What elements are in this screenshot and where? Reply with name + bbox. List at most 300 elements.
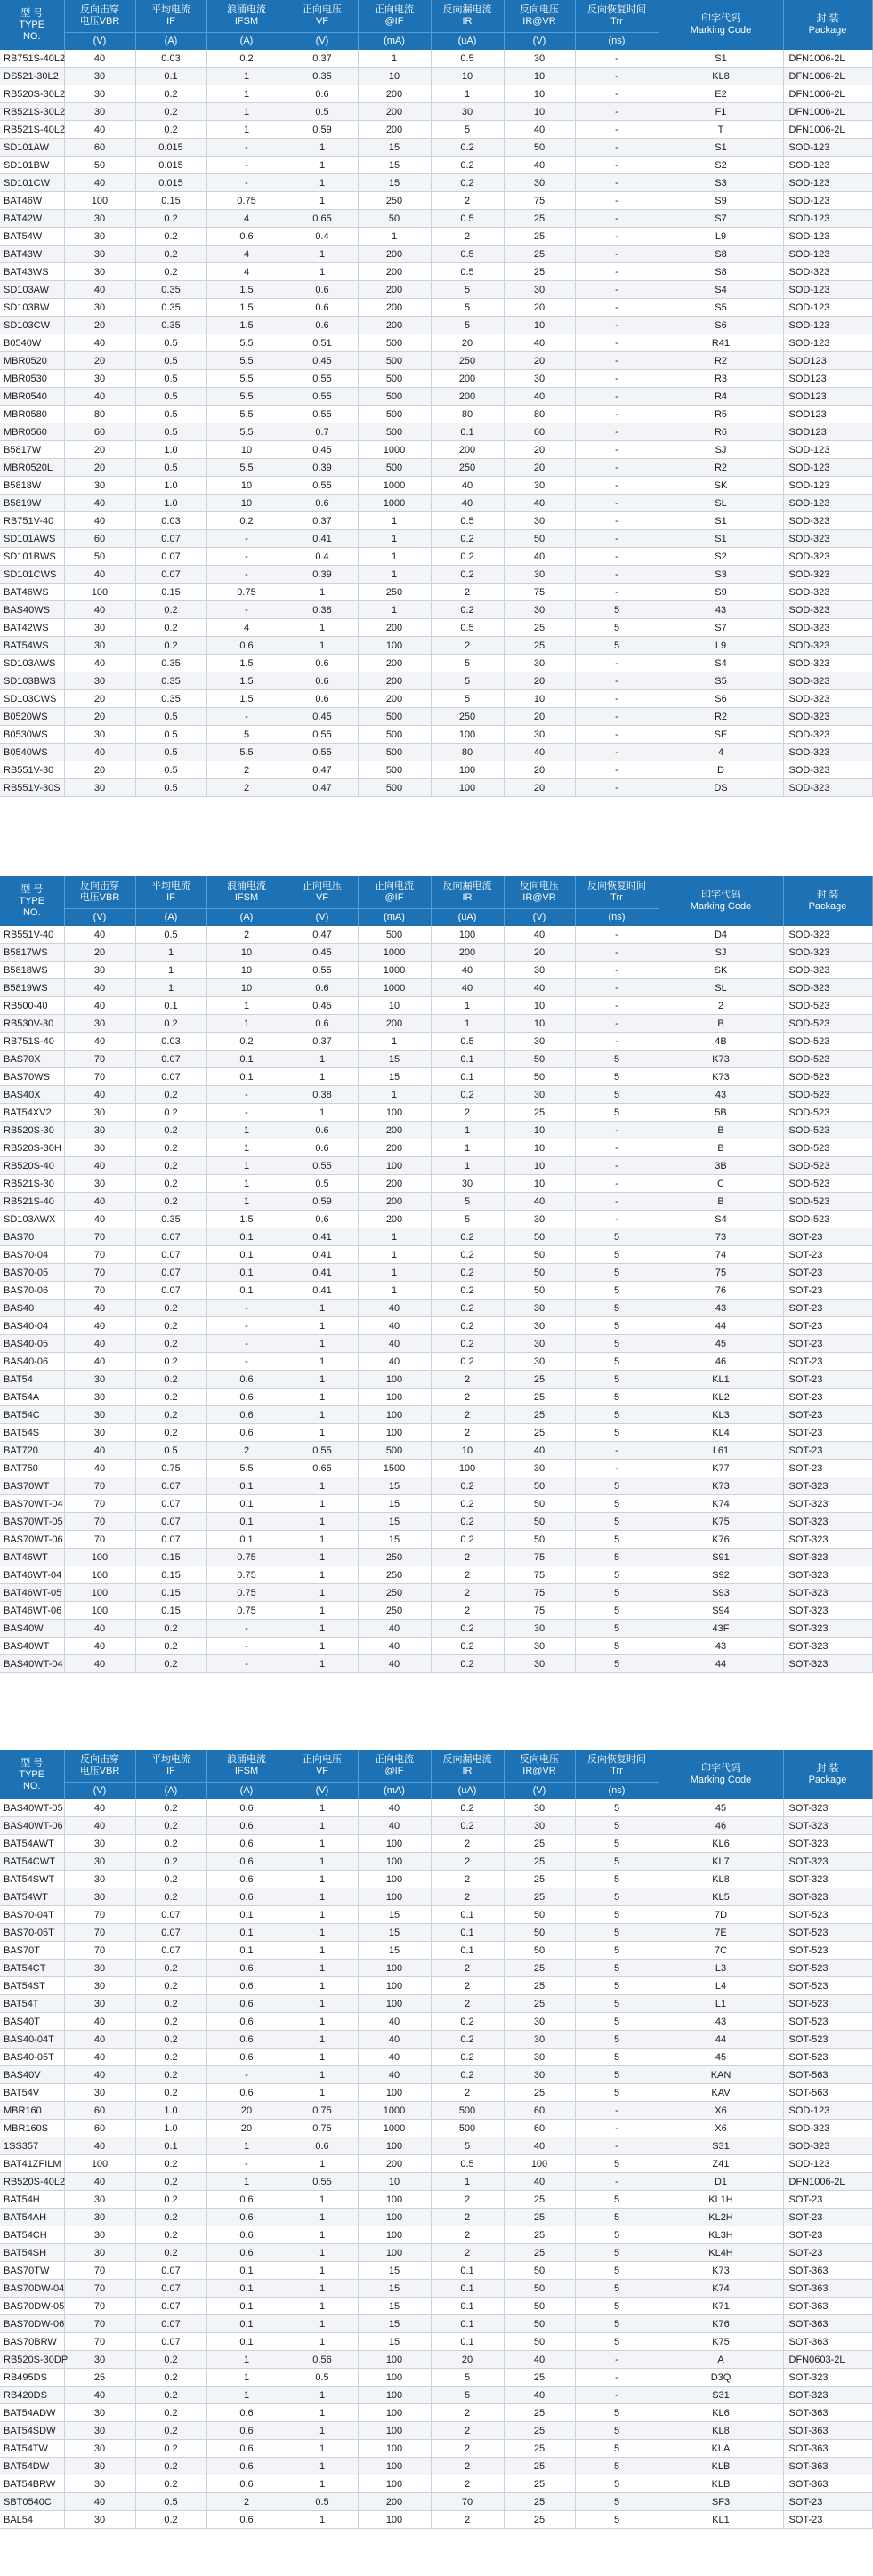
cell-reverse-leakage-ir: 5 xyxy=(431,655,504,672)
cell-package: SOD-123 xyxy=(783,317,872,334)
cell-type-no: RB521S-30 xyxy=(0,1175,64,1193)
cell-forward-voltage-vf: 0.7 xyxy=(287,423,358,441)
cell-type-no: BAS40WT-06 xyxy=(0,1817,64,1835)
cell-breakdown-voltage-vbr: 70 xyxy=(64,1282,135,1300)
header-text: 反向电压 xyxy=(520,4,559,15)
cell-reverse-voltage-vr: 40 xyxy=(504,979,575,997)
cell-forward-voltage-vf: 0.39 xyxy=(287,459,358,477)
cell-forward-voltage-vf: 0.5 xyxy=(287,1175,358,1193)
header-marking-code xyxy=(659,876,783,926)
cell-reverse-voltage-vr: 25 xyxy=(504,1871,575,1888)
cell-surge-current-ifsm: - xyxy=(206,1086,287,1104)
table-row xyxy=(0,1799,872,1817)
cell-forward-voltage-vf: 1 xyxy=(287,637,358,655)
cell-average-current-if: 0.5 xyxy=(135,926,206,944)
cell-average-current-if: 0.2 xyxy=(135,1406,206,1424)
table-row xyxy=(0,1193,872,1211)
cell-surge-current-ifsm: 2 xyxy=(206,2493,287,2511)
table-row xyxy=(0,1620,872,1638)
cell-reverse-recovery-trr: 5 xyxy=(575,637,659,655)
cell-surge-current-ifsm: - xyxy=(206,1620,287,1638)
cell-average-current-if: 0.07 xyxy=(135,548,206,566)
cell-reverse-recovery-trr: 5 xyxy=(575,2333,659,2351)
cell-marking-code: KLB xyxy=(659,2458,783,2475)
cell-breakdown-voltage-vbr: 40 xyxy=(64,1193,135,1211)
cell-marking-code: KL3 xyxy=(659,1406,783,1424)
cell-average-current-if: 1 xyxy=(135,944,206,962)
cell-package: SOT-323 xyxy=(783,1853,872,1871)
cell-surge-current-ifsm: 2 xyxy=(206,1442,287,1460)
cell-forward-current-if: 200 xyxy=(358,121,431,139)
header-surge-current-ifsm xyxy=(206,1750,287,1783)
cell-type-no: RB520S-40 xyxy=(0,1157,64,1175)
cell-breakdown-voltage-vbr: 30 xyxy=(64,477,135,495)
cell-reverse-recovery-trr: - xyxy=(575,997,659,1015)
cell-package: SOT-323 xyxy=(783,1638,872,1655)
cell-type-no: BAL54 xyxy=(0,2511,64,2529)
cell-type-no: SD103AW xyxy=(0,281,64,299)
cell-forward-current-if: 1500 xyxy=(358,1460,431,1477)
cell-reverse-voltage-vr: 25 xyxy=(504,2369,575,2387)
cell-reverse-voltage-vr: 40 xyxy=(504,548,575,566)
cell-surge-current-ifsm: 1.5 xyxy=(206,1211,287,1228)
table-row xyxy=(0,1175,872,1193)
cell-marking-code: S94 xyxy=(659,1602,783,1620)
cell-surge-current-ifsm: 5.5 xyxy=(206,352,287,370)
cell-reverse-voltage-vr: 30 xyxy=(504,50,575,68)
cell-type-no: BAT46W xyxy=(0,192,64,210)
cell-reverse-recovery-trr: - xyxy=(575,157,659,174)
cell-forward-voltage-vf: 0.6 xyxy=(287,655,358,672)
header-forward-current-if xyxy=(358,0,431,33)
cell-reverse-leakage-ir: 500 xyxy=(431,2120,504,2137)
cell-package: SOT-23 xyxy=(783,1353,872,1371)
header-reverse-recovery-trr xyxy=(575,876,659,909)
cell-type-no: RB751S-40 xyxy=(0,1033,64,1051)
table-row xyxy=(0,2209,872,2226)
cell-marking-code: X6 xyxy=(659,2120,783,2137)
unit-surge-current-ifsm: (A) xyxy=(206,909,287,927)
table-row xyxy=(0,1960,872,1977)
table-row xyxy=(0,1566,872,1584)
cell-package: SOD-123 xyxy=(783,192,872,210)
cell-type-no: RB521S-30L2 xyxy=(0,103,64,121)
cell-type-no: BAS40-06 xyxy=(0,1353,64,1371)
cell-marking-code: KL3H xyxy=(659,2226,783,2244)
cell-reverse-leakage-ir: 0.2 xyxy=(431,1620,504,1638)
cell-forward-voltage-vf: 1 xyxy=(287,2191,358,2209)
cell-reverse-voltage-vr: 30 xyxy=(504,1033,575,1051)
cell-surge-current-ifsm: 1.5 xyxy=(206,317,287,334)
cell-reverse-leakage-ir: 500 xyxy=(431,2102,504,2120)
cell-breakdown-voltage-vbr: 30 xyxy=(64,1977,135,1995)
cell-reverse-leakage-ir: 0.2 xyxy=(431,1264,504,1282)
cell-marking-code: SE xyxy=(659,726,783,744)
cell-forward-voltage-vf: 0.55 xyxy=(287,406,358,423)
cell-reverse-voltage-vr: 40 xyxy=(504,744,575,761)
cell-forward-current-if: 200 xyxy=(358,655,431,672)
cell-forward-current-if: 200 xyxy=(358,2155,431,2173)
cell-reverse-voltage-vr: 30 xyxy=(504,2066,575,2084)
table-row xyxy=(0,1995,872,2013)
cell-forward-current-if: 100 xyxy=(358,1960,431,1977)
cell-breakdown-voltage-vbr: 40 xyxy=(64,1335,135,1353)
cell-marking-code: KL1 xyxy=(659,2511,783,2529)
cell-package: SOD-123 xyxy=(783,157,872,174)
cell-reverse-leakage-ir: 200 xyxy=(431,944,504,962)
cell-package: SOT-323 xyxy=(783,1799,872,1817)
cell-type-no: BAS40-04T xyxy=(0,2031,64,2049)
cell-breakdown-voltage-vbr: 40 xyxy=(64,1442,135,1460)
cell-package: SOD-523 xyxy=(783,1104,872,1122)
table-row xyxy=(0,1317,872,1335)
header-text: 型 号 xyxy=(20,1757,44,1768)
cell-surge-current-ifsm: 0.6 xyxy=(206,2226,287,2244)
table-row xyxy=(0,459,872,477)
table-row xyxy=(0,1477,872,1495)
cell-breakdown-voltage-vbr: 40 xyxy=(64,1317,135,1335)
cell-type-no: B0530WS xyxy=(0,726,64,744)
cell-reverse-recovery-trr: - xyxy=(575,761,659,779)
cell-reverse-recovery-trr: 5 xyxy=(575,2475,659,2493)
cell-type-no: RB420DS xyxy=(0,2387,64,2404)
cell-forward-current-if: 500 xyxy=(358,423,431,441)
cell-surge-current-ifsm: 0.2 xyxy=(206,50,287,68)
cell-surge-current-ifsm: 0.1 xyxy=(206,1051,287,1068)
table-row xyxy=(0,2137,872,2155)
cell-breakdown-voltage-vbr: 30 xyxy=(64,2244,135,2262)
cell-reverse-voltage-vr: 25 xyxy=(504,2226,575,2244)
cell-type-no: BAS40WS xyxy=(0,601,64,619)
cell-surge-current-ifsm: 1 xyxy=(206,103,287,121)
cell-marking-code: 45 xyxy=(659,1799,783,1817)
cell-reverse-leakage-ir: 2 xyxy=(431,637,504,655)
cell-reverse-recovery-trr: - xyxy=(575,495,659,512)
cell-forward-voltage-vf: 0.75 xyxy=(287,2120,358,2137)
cell-package: SOD-123 xyxy=(783,299,872,317)
cell-forward-voltage-vf: 0.6 xyxy=(287,690,358,708)
cell-forward-voltage-vf: 0.41 xyxy=(287,1264,358,1282)
cell-forward-voltage-vf: 0.47 xyxy=(287,761,358,779)
cell-surge-current-ifsm: 2 xyxy=(206,926,287,944)
cell-breakdown-voltage-vbr: 40 xyxy=(64,1353,135,1371)
cell-package: SOD-523 xyxy=(783,1175,872,1193)
cell-forward-current-if: 250 xyxy=(358,1549,431,1566)
cell-reverse-voltage-vr: 50 xyxy=(504,2298,575,2315)
cell-marking-code: S93 xyxy=(659,1584,783,1602)
cell-surge-current-ifsm: 0.6 xyxy=(206,1977,287,1995)
cell-reverse-recovery-trr: - xyxy=(575,192,659,210)
cell-forward-voltage-vf: 1 xyxy=(287,2262,358,2280)
cell-reverse-recovery-trr: 5 xyxy=(575,1620,659,1638)
cell-marking-code: 76 xyxy=(659,1282,783,1300)
cell-surge-current-ifsm: 5.5 xyxy=(206,1460,287,1477)
table-row xyxy=(0,1584,872,1602)
cell-package: DFN1006-2L xyxy=(783,68,872,85)
cell-average-current-if: 0.07 xyxy=(135,1228,206,1246)
cell-package: SOD-523 xyxy=(783,1139,872,1157)
cell-marking-code: K73 xyxy=(659,2262,783,2280)
cell-forward-current-if: 1000 xyxy=(358,2120,431,2137)
header-forward-voltage-vf xyxy=(287,876,358,909)
cell-marking-code: 45 xyxy=(659,2049,783,2066)
cell-surge-current-ifsm: 0.6 xyxy=(206,2511,287,2529)
cell-type-no: RB520S-30 xyxy=(0,1122,64,1139)
cell-type-no: SD103CW xyxy=(0,317,64,334)
cell-average-current-if: 0.2 xyxy=(135,1371,206,1389)
cell-reverse-voltage-vr: 25 xyxy=(504,2209,575,2226)
cell-average-current-if: 0.015 xyxy=(135,139,206,157)
cell-marking-code: KLA xyxy=(659,2440,783,2458)
cell-reverse-recovery-trr: 5 xyxy=(575,1282,659,1300)
cell-reverse-recovery-trr: 5 xyxy=(575,619,659,637)
cell-surge-current-ifsm: 0.75 xyxy=(206,1549,287,1566)
header-text: 反向漏电流 xyxy=(442,1754,492,1765)
cell-forward-current-if: 1 xyxy=(358,228,431,246)
cell-marking-code: S8 xyxy=(659,246,783,263)
cell-marking-code: S92 xyxy=(659,1566,783,1584)
cell-forward-current-if: 1 xyxy=(358,530,431,548)
cell-forward-current-if: 500 xyxy=(358,926,431,944)
cell-forward-current-if: 1 xyxy=(358,50,431,68)
cell-breakdown-voltage-vbr: 30 xyxy=(64,672,135,690)
cell-breakdown-voltage-vbr: 100 xyxy=(64,1602,135,1620)
cell-reverse-voltage-vr: 50 xyxy=(504,1051,575,1068)
cell-package: SOT-23 xyxy=(783,2511,872,2529)
header-package xyxy=(783,876,872,926)
cell-breakdown-voltage-vbr: 100 xyxy=(64,1584,135,1602)
cell-package: SOT-363 xyxy=(783,2298,872,2315)
cell-reverse-recovery-trr: 5 xyxy=(575,1477,659,1495)
cell-type-no: SD101BWS xyxy=(0,548,64,566)
table-row xyxy=(0,1246,872,1264)
cell-type-no: MBR0520 xyxy=(0,352,64,370)
cell-reverse-voltage-vr: 50 xyxy=(504,1264,575,1282)
cell-average-current-if: 0.07 xyxy=(135,530,206,548)
cell-package: SOD-323 xyxy=(783,2137,872,2155)
cell-type-no: B5818W xyxy=(0,477,64,495)
cell-reverse-leakage-ir: 5 xyxy=(431,299,504,317)
cell-reverse-voltage-vr: 75 xyxy=(504,1584,575,1602)
cell-surge-current-ifsm: - xyxy=(206,1300,287,1317)
cell-forward-current-if: 100 xyxy=(358,2351,431,2369)
cell-reverse-leakage-ir: 0.2 xyxy=(431,1477,504,1495)
cell-breakdown-voltage-vbr: 30 xyxy=(64,2226,135,2244)
header-text: NO. xyxy=(22,1780,41,1791)
cell-package: SOD-523 xyxy=(783,1122,872,1139)
cell-forward-current-if: 15 xyxy=(358,2333,431,2351)
cell-forward-voltage-vf: 0.37 xyxy=(287,50,358,68)
cell-forward-current-if: 250 xyxy=(358,192,431,210)
cell-average-current-if: 0.2 xyxy=(135,1835,206,1853)
cell-reverse-leakage-ir: 10 xyxy=(431,68,504,85)
cell-reverse-voltage-vr: 50 xyxy=(504,2315,575,2333)
cell-marking-code: K73 xyxy=(659,1068,783,1086)
cell-reverse-voltage-vr: 30 xyxy=(504,281,575,299)
cell-reverse-leakage-ir: 2 xyxy=(431,1602,504,1620)
cell-forward-current-if: 40 xyxy=(358,2013,431,2031)
cell-forward-current-if: 1 xyxy=(358,1246,431,1264)
cell-reverse-recovery-trr: 5 xyxy=(575,1549,659,1566)
cell-package: SOD-523 xyxy=(783,1211,872,1228)
cell-marking-code: S8 xyxy=(659,263,783,281)
cell-breakdown-voltage-vbr: 40 xyxy=(64,2137,135,2155)
cell-forward-current-if: 500 xyxy=(358,334,431,352)
cell-type-no: RB751V-40 xyxy=(0,512,64,530)
cell-reverse-recovery-trr: - xyxy=(575,566,659,584)
cell-forward-voltage-vf: 0.55 xyxy=(287,388,358,406)
cell-forward-current-if: 200 xyxy=(358,1122,431,1139)
cell-breakdown-voltage-vbr: 70 xyxy=(64,2315,135,2333)
cell-breakdown-voltage-vbr: 30 xyxy=(64,1960,135,1977)
table-row xyxy=(0,1888,872,1906)
cell-reverse-voltage-vr: 25 xyxy=(504,1977,575,1995)
cell-surge-current-ifsm: 1 xyxy=(206,1193,287,1211)
cell-surge-current-ifsm: 0.6 xyxy=(206,1960,287,1977)
cell-breakdown-voltage-vbr: 40 xyxy=(64,655,135,672)
cell-reverse-recovery-trr: 5 xyxy=(575,1906,659,1924)
cell-marking-code: D1 xyxy=(659,2173,783,2191)
header-text: 印字代码 xyxy=(701,1763,740,1774)
cell-reverse-voltage-vr: 25 xyxy=(504,2475,575,2493)
cell-reverse-leakage-ir: 40 xyxy=(431,495,504,512)
cell-reverse-leakage-ir: 2 xyxy=(431,1424,504,1442)
cell-surge-current-ifsm: 0.1 xyxy=(206,2333,287,2351)
cell-reverse-leakage-ir: 0.5 xyxy=(431,619,504,637)
cell-type-no: SD101CW xyxy=(0,174,64,192)
cell-marking-code: SL xyxy=(659,979,783,997)
cell-average-current-if: 0.35 xyxy=(135,299,206,317)
table-row xyxy=(0,299,872,317)
cell-reverse-voltage-vr: 25 xyxy=(504,228,575,246)
cell-reverse-leakage-ir: 0.2 xyxy=(431,1246,504,1264)
cell-breakdown-voltage-vbr: 80 xyxy=(64,406,135,423)
cell-reverse-recovery-trr: - xyxy=(575,299,659,317)
cell-forward-current-if: 1000 xyxy=(358,495,431,512)
cell-average-current-if: 0.2 xyxy=(135,2209,206,2226)
header-text: Package xyxy=(808,1775,847,1785)
cell-type-no: BAT750 xyxy=(0,1460,64,1477)
cell-forward-current-if: 200 xyxy=(358,246,431,263)
cell-forward-current-if: 200 xyxy=(358,619,431,637)
cell-type-no: BAT54WT xyxy=(0,1888,64,1906)
cell-marking-code: 43 xyxy=(659,2013,783,2031)
cell-forward-current-if: 40 xyxy=(358,1335,431,1353)
cell-marking-code: S1 xyxy=(659,512,783,530)
cell-reverse-voltage-vr: 10 xyxy=(504,68,575,85)
cell-surge-current-ifsm: 4 xyxy=(206,619,287,637)
cell-forward-current-if: 15 xyxy=(358,2280,431,2298)
cell-reverse-recovery-trr: 5 xyxy=(575,1228,659,1246)
cell-package: SOT-323 xyxy=(783,1620,872,1638)
cell-forward-voltage-vf: 0.4 xyxy=(287,548,358,566)
header-text: 电压VBR xyxy=(79,892,120,903)
cell-marking-code: 7D xyxy=(659,1906,783,1924)
cell-reverse-leakage-ir: 0.5 xyxy=(431,50,504,68)
table-row xyxy=(0,637,872,655)
cell-type-no: BAS70-05T xyxy=(0,1924,64,1942)
cell-forward-current-if: 100 xyxy=(358,637,431,655)
cell-forward-voltage-vf: 1 xyxy=(287,2280,358,2298)
cell-reverse-voltage-vr: 40 xyxy=(504,1193,575,1211)
cell-reverse-leakage-ir: 40 xyxy=(431,477,504,495)
cell-breakdown-voltage-vbr: 60 xyxy=(64,139,135,157)
cell-average-current-if: 0.2 xyxy=(135,2244,206,2262)
cell-average-current-if: 0.07 xyxy=(135,2333,206,2351)
cell-reverse-recovery-trr: - xyxy=(575,370,659,388)
cell-reverse-recovery-trr: 5 xyxy=(575,1799,659,1817)
cell-average-current-if: 0.2 xyxy=(135,1389,206,1406)
cell-package: SOT-23 xyxy=(783,1424,872,1442)
cell-forward-current-if: 200 xyxy=(358,317,431,334)
cell-reverse-leakage-ir: 0.2 xyxy=(431,1513,504,1531)
cell-package: SOT-23 xyxy=(783,1406,872,1424)
cell-average-current-if: 0.1 xyxy=(135,68,206,85)
cell-forward-voltage-vf: 0.38 xyxy=(287,601,358,619)
cell-reverse-voltage-vr: 25 xyxy=(504,1995,575,2013)
cell-average-current-if: 0.07 xyxy=(135,1068,206,1086)
cell-reverse-voltage-vr: 30 xyxy=(504,1460,575,1477)
cell-breakdown-voltage-vbr: 60 xyxy=(64,423,135,441)
cell-reverse-leakage-ir: 0.2 xyxy=(431,601,504,619)
cell-forward-voltage-vf: 1 xyxy=(287,2031,358,2049)
cell-reverse-voltage-vr: 25 xyxy=(504,2511,575,2529)
cell-reverse-recovery-trr: - xyxy=(575,530,659,548)
cell-package: SOT-323 xyxy=(783,1566,872,1584)
header-text: @IF xyxy=(384,16,404,27)
cell-forward-current-if: 15 xyxy=(358,174,431,192)
cell-surge-current-ifsm: 0.6 xyxy=(206,1389,287,1406)
cell-surge-current-ifsm: 5.5 xyxy=(206,406,287,423)
cell-reverse-recovery-trr: - xyxy=(575,68,659,85)
cell-package: SOT-363 xyxy=(783,2475,872,2493)
cell-surge-current-ifsm: - xyxy=(206,530,287,548)
cell-reverse-voltage-vr: 40 xyxy=(504,388,575,406)
cell-type-no: B5817WS xyxy=(0,944,64,962)
cell-reverse-leakage-ir: 2 xyxy=(431,1584,504,1602)
cell-average-current-if: 0.5 xyxy=(135,352,206,370)
cell-package: SOT-363 xyxy=(783,2315,872,2333)
unit-breakdown-voltage-vbr: (V) xyxy=(64,1783,135,1800)
cell-marking-code: DS xyxy=(659,779,783,797)
cell-breakdown-voltage-vbr: 40 xyxy=(64,50,135,68)
cell-breakdown-voltage-vbr: 40 xyxy=(64,512,135,530)
cell-type-no: BAT54 xyxy=(0,1371,64,1389)
cell-package: SOT-323 xyxy=(783,1495,872,1513)
cell-type-no: BAT54ST xyxy=(0,1977,64,1995)
cell-package: DFN1006-2L xyxy=(783,85,872,103)
cell-reverse-leakage-ir: 1 xyxy=(431,85,504,103)
cell-reverse-voltage-vr: 40 xyxy=(504,121,575,139)
cell-marking-code: 73 xyxy=(659,1228,783,1246)
cell-marking-code: S7 xyxy=(659,619,783,637)
cell-surge-current-ifsm: - xyxy=(206,1335,287,1353)
unit-reverse-voltage-vr: (V) xyxy=(504,909,575,927)
cell-breakdown-voltage-vbr: 70 xyxy=(64,1051,135,1068)
cell-marking-code: L3 xyxy=(659,1960,783,1977)
cell-type-no: BAT54V xyxy=(0,2084,64,2102)
cell-marking-code: K76 xyxy=(659,2315,783,2333)
cell-forward-current-if: 200 xyxy=(358,1139,431,1157)
cell-forward-current-if: 1000 xyxy=(358,2102,431,2120)
table-row xyxy=(0,1924,872,1942)
spec-table-section-1 xyxy=(0,0,847,797)
cell-type-no: BAS70-06 xyxy=(0,1282,64,1300)
table-row xyxy=(0,708,872,726)
cell-average-current-if: 0.2 xyxy=(135,2369,206,2387)
table-row xyxy=(0,1353,872,1371)
cell-reverse-recovery-trr: 5 xyxy=(575,1246,659,1264)
